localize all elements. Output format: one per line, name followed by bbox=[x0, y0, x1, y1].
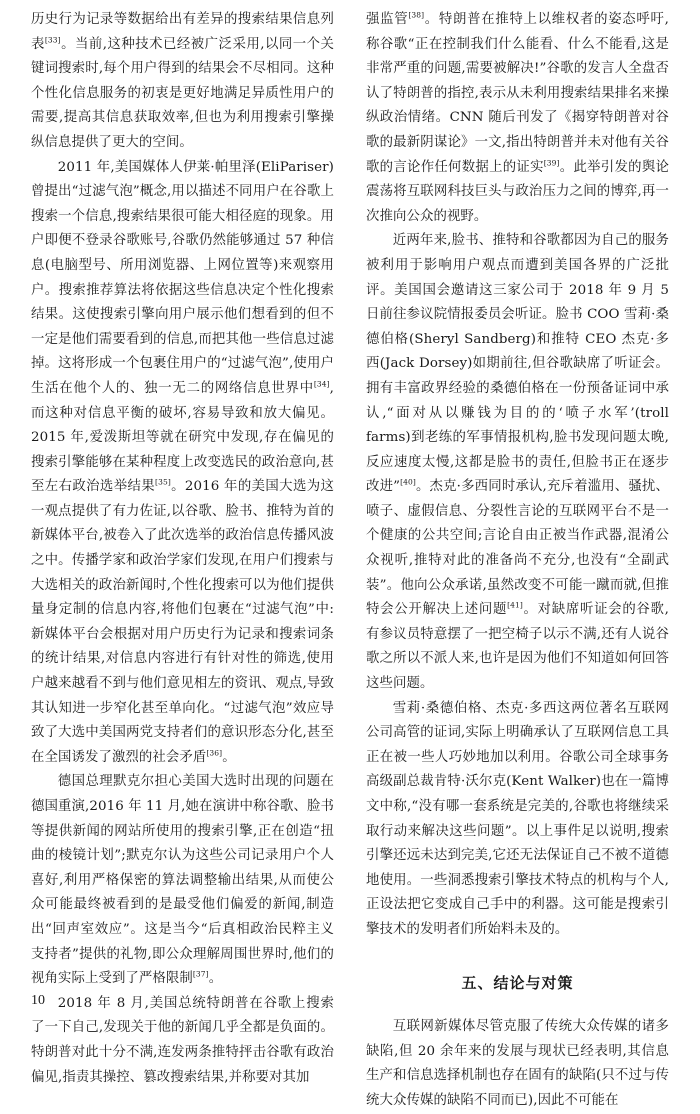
text-run: 雪莉·桑德伯格、杰克·多西这两位著名互联网公司高管的证词,实际上明确承认了互联网信息工具正在被一些人巧妙地加以利用。谷歌公司全球事务高级副总裁肯特·沃尔克(Kent Walker)也在一篇博文中称,“没有哪一套系统是完美的,谷歌也将继续采取行动来解决这些问题”。以上事件足以说明,搜索引擎还远未达到完美,它还无法保证自己不被不道德地使用。一些洞悉搜索引擎技术特点的机构与个人,正设法把它变成自己手中的利器。这可能是搜索引擎技术的发明者们所始料未及的。 bbox=[366, 700, 669, 937]
text-run: 。杰克·多西同时承认,充斥着滥用、骚扰、喷子、虚假信息、分裂性言论的互联网平台不是一个健康的公共空间;言论自由正被当作武器,混淆公众视听,推特对此的准备尚不充分,也没有“全副武装”。他向公众承诺,虽然改变不可能一蹴而就,但推特会公开解决上述问题 bbox=[366, 479, 669, 618]
page-number: 10 bbox=[31, 993, 45, 1008]
citation-ref: [38] bbox=[408, 10, 425, 20]
citation-ref: [34] bbox=[313, 379, 330, 389]
text-run: 德国总理默克尔担心美国大选时出现的问题在德国重演,2016 年 11 月,她在演讲中称谷歌、脸书等提供新闻的网站所使用的搜索引擎,正在创造“扭曲的棱镜计划”;默克尔认为这些公司记录用户个人喜好,利用严格保密的算法调整输出结果,从而使公众可能最终被看到的是最受他们偏爱的新闻,制造出“回声室效应”。这是当今“后真相政治民粹主义支持者”提供的礼物,即公众理解周围世界时,他们的视角实际上受到了严格限制 bbox=[31, 774, 334, 987]
text-run: 。此举引发的舆论震荡将互联网科技巨头与政治压力之间的博弈,再一次推向公众的视野。 bbox=[366, 159, 669, 224]
text-run: 。对缺席听证会的谷歌,有参议员特意摆了一把空椅子以示不满,还有人说谷歌之所以不派人来,也许是因为他们不知道如何回答这些问题。 bbox=[366, 602, 670, 692]
paragraph bbox=[31, 992, 334, 1090]
text-run: 。特朗普在推特上以维权者的姿态呼吁,称谷歌“正在控制我们什么能看、什么不能看,这是非常严重的问题,需要被解决!”谷歌的发言人全盘否认了特朗普的指控,表示从未利用搜索结果排名来操纵政治情绪。CNN 随后刊发了《揭穿特朗普对谷歌的最新阴谋论》一文,指出特朗普并未对他有关谷歌的言论作任何数据上的证实 bbox=[366, 12, 669, 175]
text-run: 历史行为记录等数据给出有差异的搜索结果信息列表 bbox=[31, 12, 334, 52]
text-run: 互联网新媒体尽管克服了传统大众传媒的诸多缺陷,但 20 余年来的发展与现状已经表明,其信息生产和信息选择机制也存在固有的缺陷(只不过与传统大众传媒的缺陷不同而已),因此不可能在 bbox=[366, 1019, 669, 1108]
section-heading: 五、结论与对策 bbox=[461, 973, 574, 992]
citation-ref: [36] bbox=[206, 748, 223, 758]
citation-ref: [40] bbox=[400, 477, 416, 487]
text-run: ,而这种对信息平衡的破坏,容易导致和放大偏见。2015 年,爱泼斯坦等就在研究中发现,存在偏见的搜索引擎能够在某种程度上改变选民的政治意向,甚至左右政治选举结果 bbox=[31, 380, 334, 495]
text-run: 。2016 年的美国大选为这一观点提供了有力佐证,以谷歌、脸书、推特为首的新媒体平台,被卷入了此次选举的政治信息传播风波之中。传播学家和政治学家们发现,在用户们搜索与大选相关的政治新闻时,个性化搜索可以为他们提供量身定制的信息内容,将他们包裹在“过滤气泡”中:新媒体平台会根据对用户历史行为记录和搜索词条的统计结果,对信息内容进行有针对性的筛选,使用户越来越看不到与他们意见相左的资讯、观点,导致其认知进一步窄化甚至单向化。“过滤气泡”效应导致了大选中美国两党支持者们的意识形态分化,甚至在全国诱发了激烈的社会矛盾 bbox=[31, 479, 335, 765]
right-column bbox=[366, 8, 669, 1114]
paragraph bbox=[31, 8, 334, 156]
text-run: 近两年来,脸书、推特和谷歌都因为自己的服务被利用于影响用户观点而遭到美国各界的广泛批评。美国国会邀请这三家公司于 2018 年 9 月 5 日前往参议院情报委员会听证。脸书 COO 雪莉·桑德伯格(Sheryl Sandberg)和推特 CEO 杰克·多西(Jack Dorsey)如期前往,但谷歌缺席了听证会。拥有丰富政界经验的桑德伯格在一份预备证词中承认,“面对从以赚钱为目的的‘喷子水军’(troll farms)到老练的军事情报机构,脸书发现问题太晚,反应速度太慢,这都是脸书的责任,但脸书正在逐步改进” bbox=[366, 233, 669, 495]
citation-ref: [37] bbox=[192, 969, 209, 979]
right-column-top bbox=[366, 8, 669, 943]
paragraph bbox=[366, 8, 669, 229]
text-run: 强监管 bbox=[366, 12, 409, 27]
text-run: 。当前,这种技术已经被广泛采用,以同一个关键词搜索时,每个用户得到的结果会不尽相同。这种个性化信息服务的初衷是更好地满足异质性用户的需要,提高其信息获取效率,但也为利用搜索引擎操纵信息提供了更大的空间。 bbox=[31, 36, 334, 150]
paragraph bbox=[366, 697, 669, 943]
citation-ref: [33] bbox=[44, 35, 61, 45]
paragraph bbox=[366, 229, 669, 696]
text-run: 。 bbox=[208, 971, 223, 987]
paragraph bbox=[31, 770, 334, 991]
citation-ref: [41] bbox=[507, 600, 523, 610]
text-run: 2011 年,美国媒体人伊莱·帕里泽(EliPariser)曾提出“过滤气泡”概念,用以描述不同用户在谷歌上搜索一个信息,搜索结果很可能大相径庭的现象。用户即便不登录谷歌账号,谷歌仍然能够通过 57 种信息(电脑型号、所用浏览器、上网位置等)来观察用户。搜索推荐算法将依据这些信息决定个性化搜索结果。这使搜索引擎向用户展示他们想看到的但不一定是他们需要看到的信息,而把其他一些信息过滤掉。这将形成一个包裹住用户的“过滤气泡”,使用户生活在他个人的、独一无二的网络信息世界中 bbox=[31, 159, 334, 396]
citation-ref: [39] bbox=[543, 158, 560, 168]
text-run: 2018 年 8 月,美国总统特朗普在谷歌上搜索了一下自己,发现关于他的新闻几乎全都是负面的。特朗普对此十分不满,连发两条推特抨击谷歌有政治偏见,指责其操控、篡改搜索结果,并称要对其加 bbox=[31, 995, 334, 1085]
left-column bbox=[31, 8, 334, 1090]
right-column-bottom bbox=[366, 1015, 669, 1113]
paragraph bbox=[31, 156, 334, 771]
paragraph bbox=[366, 1015, 669, 1113]
text-run: 。 bbox=[222, 749, 236, 765]
citation-ref: [35] bbox=[155, 477, 171, 487]
